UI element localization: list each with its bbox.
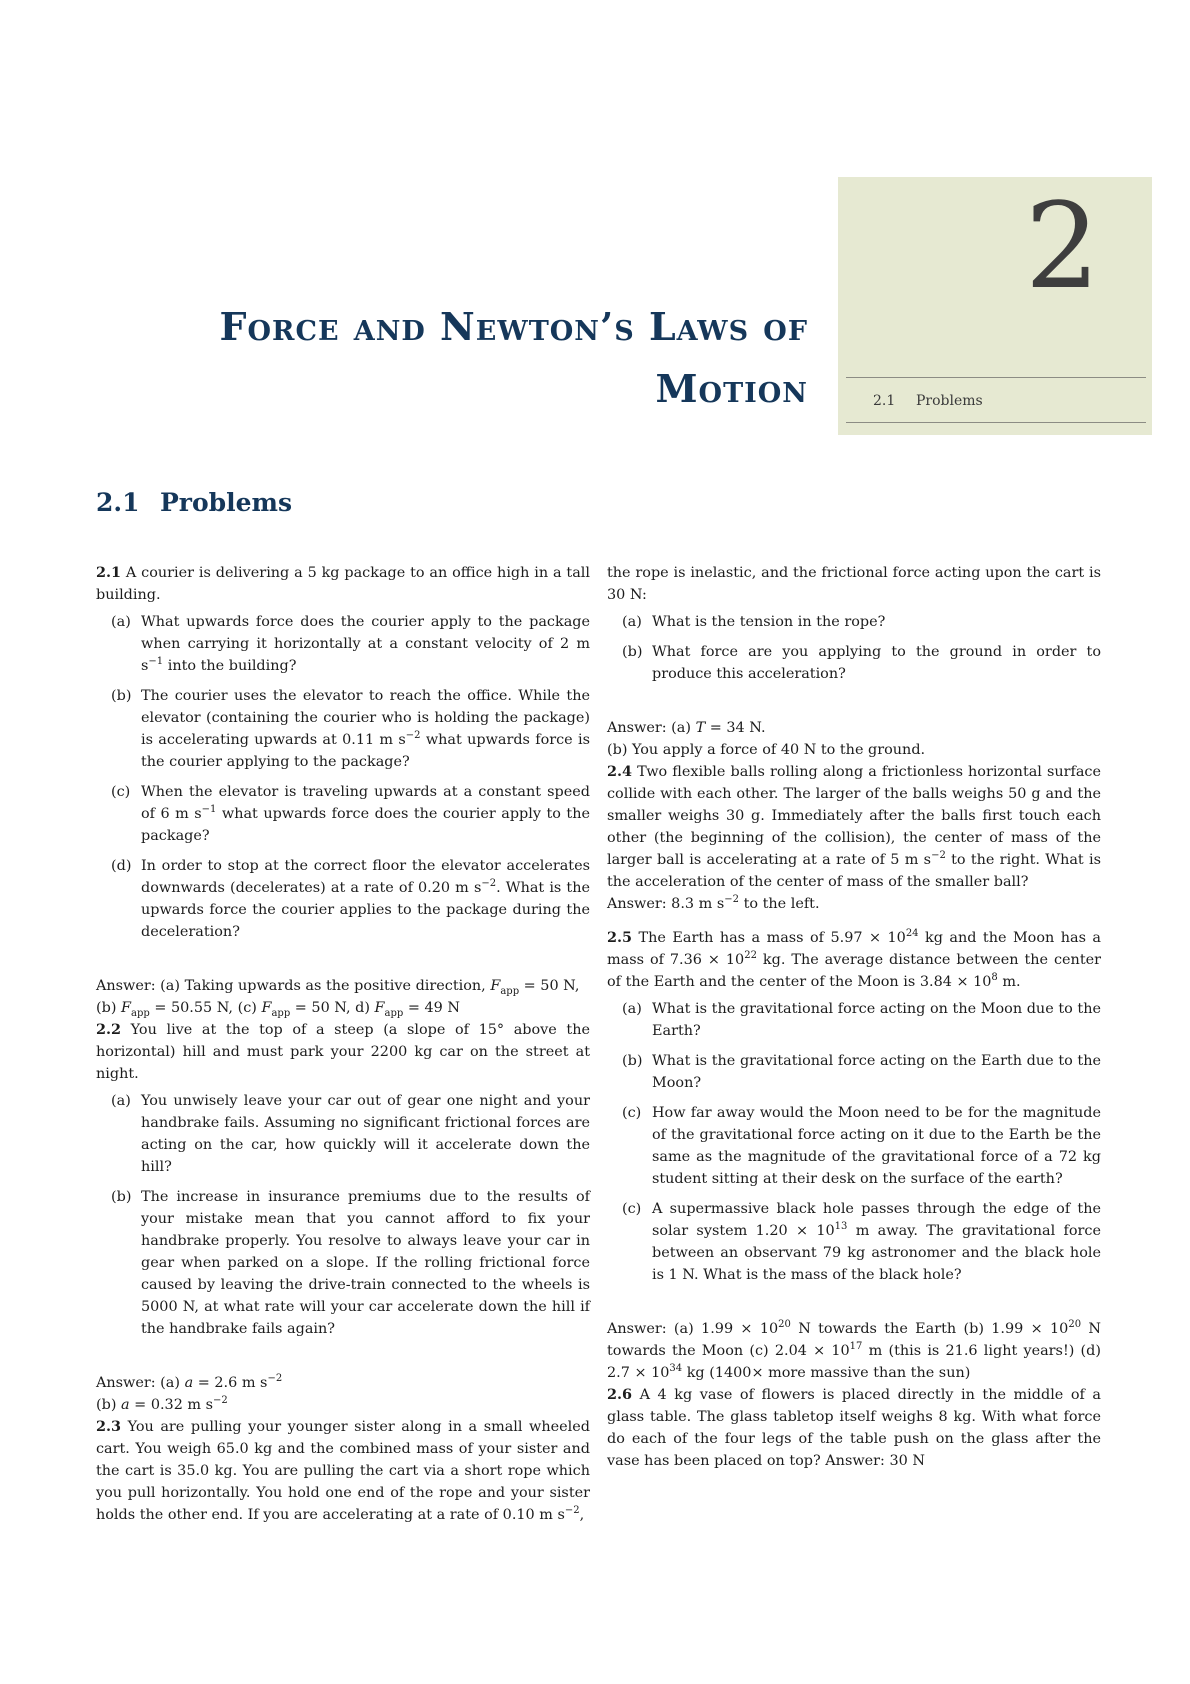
- part-label: (b): [622, 644, 643, 660]
- part-label: (d): [111, 858, 132, 874]
- part-label: (c): [622, 1201, 642, 1217]
- chapter-title-line-1: Force and Newton’s Laws of: [219, 304, 808, 349]
- answer-variable: F: [121, 1000, 132, 1016]
- part-text: What is the gravitational force acting on the Moon due to the Earth?: [652, 1001, 1101, 1039]
- exponent: −2: [267, 1373, 283, 1385]
- part-text: what upwards force is the courier applying to the package?: [141, 732, 590, 770]
- problem-number: 2.2: [96, 1021, 122, 1038]
- answer-variable: F: [261, 1000, 272, 1016]
- exponent: −2: [564, 1505, 580, 1517]
- exponent: 22: [744, 950, 757, 962]
- answer-variable: F: [490, 978, 501, 994]
- answer-text: to the left.: [739, 896, 820, 912]
- problem-part: [96, 781, 590, 847]
- answer-text: kg (1400× more massive than the sun): [682, 1365, 971, 1381]
- problem-text: You are pulling your younger sister along in a small wheeled cart. You weigh 65.0 kg and the combined mass of your sister and the cart is 35.0 kg. You are pulling the cart via a short rope which you pull horizontally. You hold one end of the rope and your sister holds the other end. If you are accelerating at a rate of 0.10 m s: [96, 1419, 591, 1523]
- problem-intro: [607, 761, 1101, 915]
- answer-text: Answer: (a): [607, 720, 696, 736]
- subscript: app: [271, 1007, 291, 1019]
- answer-text: = 49 N: [403, 1000, 460, 1016]
- right-column: [607, 562, 1101, 1472]
- problem-2-5: [607, 927, 1101, 1384]
- answer-text: (b): [96, 1397, 122, 1413]
- chapter-title-line-2: Motion: [655, 366, 808, 411]
- part-label: (a): [111, 614, 131, 630]
- problem-answer: [607, 717, 1101, 761]
- answer-text: Answer: (a) Taking upwards as the positive direction,: [96, 978, 491, 994]
- chapter-number: 2: [1024, 177, 1100, 315]
- toc-entry-number[interactable]: 2.1: [873, 393, 896, 409]
- problem-text: the rope is inelastic, and the frictional force acting upon the cart is 30 N:: [607, 565, 1101, 603]
- answer-text: = 50 N, d): [290, 1000, 375, 1016]
- part-text: What upwards force does the courier apply to the package when carrying it horizontally at a constant velocity of 2 m s: [141, 614, 590, 674]
- problem-part: [96, 685, 590, 773]
- problem-number: 2.6: [607, 1386, 633, 1403]
- section-title: Problems: [160, 488, 293, 517]
- part-text: . What is the upwards force the courier applies to the package during the deceleration?: [141, 880, 590, 940]
- part-text: In order to stop at the correct floor the elevator accelerates downwards (decelerates) at a rate of 0.20 m s: [141, 858, 590, 896]
- problem-number: 2.5: [607, 929, 633, 946]
- problem-parts: [607, 611, 1101, 685]
- exponent: −2: [724, 894, 739, 906]
- problem-text: to the right. What is the acceleration of the center of mass of the smaller ball?: [607, 852, 1101, 890]
- problem-2-4: [607, 761, 1101, 915]
- answer-text: = 2.6 m s: [193, 1375, 268, 1391]
- exponent: −1: [201, 804, 217, 816]
- problem-text: You live at the top of a steep (a slope of 15° above the horizontal) hill and must park your 2200 kg car on the street at night.: [96, 1022, 591, 1082]
- part-text: When the elevator is traveling upwards at a constant speed of 6 m s: [141, 784, 590, 822]
- answer-text: N towards the Earth (b) 1.99 × 10: [790, 1321, 1069, 1337]
- exponent: 20: [1068, 1319, 1082, 1331]
- problem-part: [96, 855, 590, 943]
- problem-part: [607, 641, 1101, 685]
- part-text: What is the gravitational force acting on the Earth due to the Moon?: [652, 1053, 1101, 1091]
- problem-2-6: [607, 1384, 1101, 1472]
- problem-part: [607, 1198, 1101, 1286]
- problem-answer: [96, 975, 590, 1019]
- answer-text: = 0.32 m s: [129, 1397, 214, 1413]
- exponent: 34: [669, 1363, 683, 1375]
- problem-part: [96, 1186, 590, 1340]
- exponent: 17: [849, 1341, 863, 1353]
- problem-part: [607, 998, 1101, 1042]
- problem-part: [607, 1102, 1101, 1190]
- answer-variable: F: [374, 1000, 385, 1016]
- problem-parts: [607, 998, 1101, 1286]
- problem-2-1: [96, 562, 590, 1019]
- answer-variable: T: [695, 720, 706, 736]
- answer-text: Answer: 8.3 m s: [607, 896, 725, 912]
- subscript: app: [500, 985, 520, 997]
- exponent: −1: [148, 656, 164, 668]
- problem-number: 2.1: [96, 564, 122, 581]
- part-label: (c): [622, 1105, 642, 1121]
- answer-text: m (this is 21.6 light years!) (d) 2.7 × 10: [607, 1343, 1101, 1381]
- problem-part: [96, 611, 590, 677]
- part-text: How far away would the Moon need to be for the magnitude of the gravitational force acting on it due to the Earth be the same as the magnitude of the gravitational force of a 72 kg student sitting at their desk on the surface of the earth?: [652, 1105, 1101, 1187]
- section-heading: [96, 488, 292, 517]
- problem-intro: [607, 1384, 1101, 1472]
- problem-part: [607, 1050, 1101, 1094]
- chapter-toc: [846, 377, 1146, 423]
- problem-text: kg. The average distance between the center of the Earth and the center of the Moon is 3.84 × 10: [607, 952, 1102, 990]
- part-text: A supermassive black hole passes through the edge of the solar system 1.20 × 10: [652, 1201, 1101, 1239]
- part-label: (b): [111, 1189, 132, 1205]
- part-label: (a): [111, 1093, 131, 1109]
- answer-text: Answer: (a) 1.99 × 10: [607, 1321, 779, 1337]
- subscript: app: [384, 1007, 404, 1019]
- part-label: (a): [622, 614, 642, 630]
- problem-intro: [607, 927, 1101, 993]
- answer-variable: a: [184, 1375, 194, 1391]
- exponent: −2: [481, 878, 497, 890]
- exponent: 8: [991, 972, 998, 984]
- toc-entry-label[interactable]: Problems: [916, 393, 983, 409]
- part-label: (b): [111, 688, 132, 704]
- problem-number: 2.3: [96, 1418, 122, 1435]
- problem-answer: [96, 1372, 590, 1416]
- problem-2-2: [96, 1019, 590, 1416]
- problem-text: A 4 kg vase of flowers is placed directly in the middle of a glass table. The glass tabletop itself weighs 8 kg. With what force do each of the four legs of the table push on the glass after the vase has been placed on top? Answer: 30 N: [607, 1387, 1101, 1469]
- part-label: (a): [622, 1001, 642, 1017]
- problem-answer: [607, 1318, 1101, 1384]
- exponent: −2: [931, 850, 946, 862]
- part-text: The increase in insurance premiums due to the results of your mistake mean that you cannot afford to fix your handbrake properly. You resolve to always leave your car in gear when parked on a slope. If the rolling frictional force caused by leaving the drive-train connected to the wheels is 5000 N, at what rate will your car accelerate down the hill if the handbrake fails again?: [141, 1189, 590, 1337]
- answer-text: (b): [96, 1000, 122, 1016]
- part-text: The courier uses the elevator to reach the office. While the elevator (containing the courier who is holding the package) is accelerating upwards at 0.11 m s: [141, 688, 590, 748]
- problem-text: A courier is delivering a 5 kg package to an office high in a tall building.: [96, 565, 590, 603]
- chapter-title: [120, 296, 808, 420]
- problem-parts: [96, 611, 590, 943]
- problem-text: kg and the Moon has a mass of 7.36 × 10: [607, 930, 1102, 968]
- chapter-box: [838, 177, 1152, 435]
- answer-text: Answer: (a): [96, 1375, 185, 1391]
- problem-2-3-continued: [607, 562, 1101, 761]
- exponent: −2: [405, 730, 421, 742]
- problem-text: m.: [997, 974, 1021, 990]
- answer-variable: a: [121, 1397, 130, 1413]
- problem-intro: [96, 1019, 590, 1085]
- problem-part: [96, 1090, 590, 1178]
- exponent: 24: [905, 928, 919, 940]
- part-text: m away. The gravitational force between an observant 79 kg astronomer and the black hole is 1 N. What is the mass of the black hole?: [652, 1223, 1101, 1283]
- problem-2-3: [96, 1416, 590, 1526]
- answer-text: N towards the Moon (c) 2.04 × 10: [607, 1321, 1101, 1359]
- left-column: [96, 562, 590, 1526]
- answer-text: (b) You apply a force of 40 N to the ground.: [607, 742, 926, 758]
- problem-intro: 2.3 You are pulling your younger sister along in a small wheeled cart. You weigh 65.0 kg and the combined mass of your sister and the cart is 35.0 kg. You are pulling the cart via a short rope which you pull horizontally. You hold one end of the rope and your sister holds the other end. If you are accelerating at a rate of 0.10 m $s^{-2}$,: [96, 1418, 591, 1523]
- part-text: into the building?: [163, 658, 297, 674]
- part-label: (b): [622, 1053, 643, 1069]
- exponent: −2: [213, 1395, 228, 1407]
- problem-parts: [96, 1090, 590, 1340]
- problem-part: [607, 611, 1101, 633]
- problem-number: 2.4: [607, 763, 633, 780]
- answer-text: = 50.55 N, (c): [149, 1000, 262, 1016]
- exponent: 13: [834, 1221, 848, 1233]
- part-text: You unwisely leave your car out of gear one night and your handbrake fails. Assuming no significant frictional forces are acting on the car, how quickly will it accelerate down the hill?: [141, 1093, 590, 1175]
- answer-text: = 34 N.: [705, 720, 766, 736]
- problem-intro: [96, 562, 590, 606]
- part-label: (c): [111, 784, 131, 800]
- problem-text: The Earth has a mass of 5.97 × 10: [638, 930, 906, 946]
- answer-text: = 50 N,: [519, 978, 580, 994]
- part-text: What is the tension in the rope?: [652, 614, 886, 630]
- section-number: 2.1: [96, 488, 140, 517]
- part-text: what upwards force does the courier apply to the package?: [141, 806, 590, 844]
- subscript: app: [131, 1007, 150, 1019]
- problem-text: Two flexible balls rolling along a frictionless horizontal surface collide with each other. The larger of the balls weighs 50 g and the smaller weighs 30 g. Immediately after the balls first touch each other (the beginning of the collision), the center of mass of the larger ball is accelerating at a rate of 5 m s: [607, 764, 1101, 868]
- exponent: 20: [778, 1319, 791, 1331]
- part-text: What force are you applying to the ground in order to produce this acceleration?: [652, 644, 1101, 682]
